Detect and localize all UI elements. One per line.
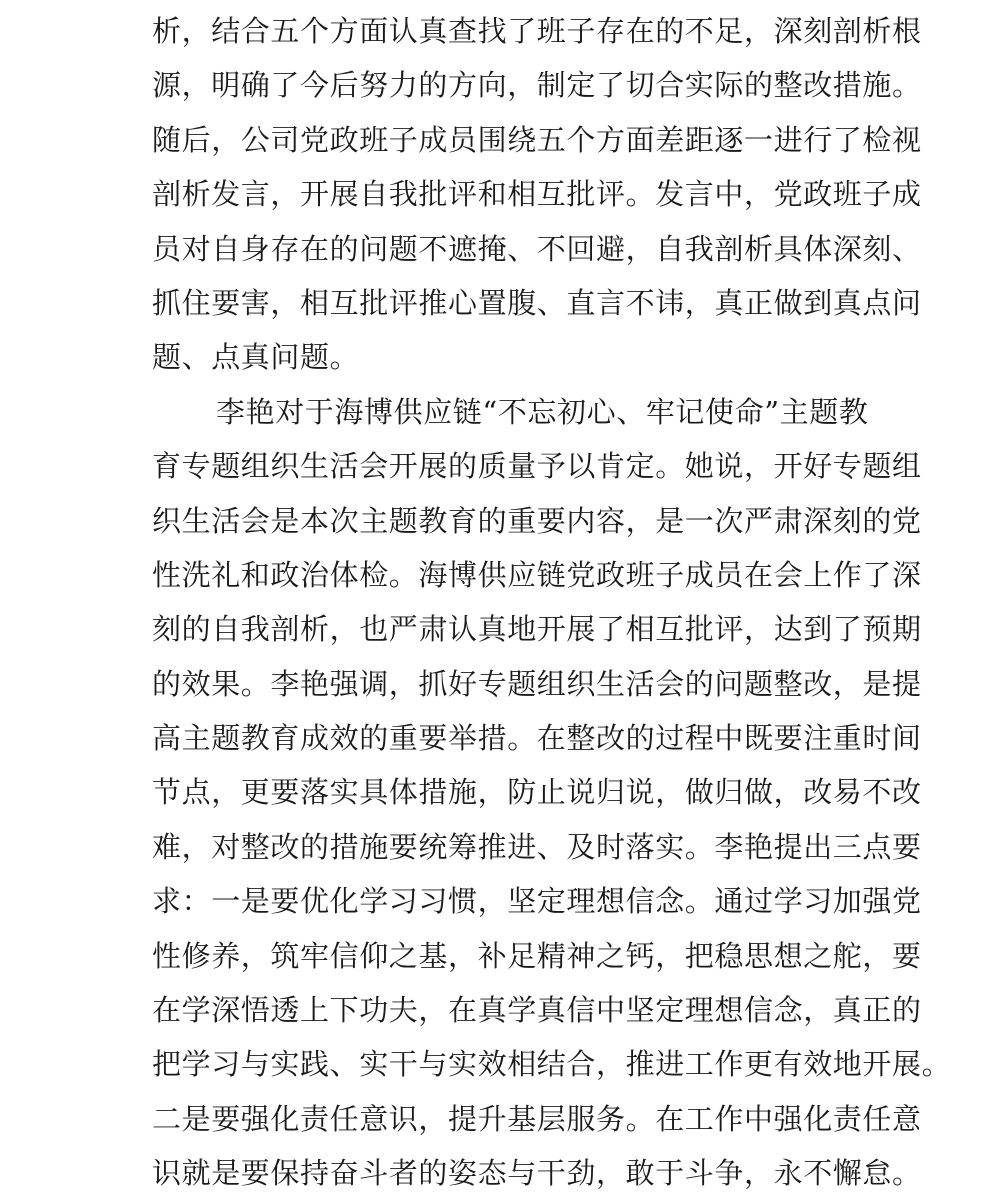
text-line: 节点，更要落实具体措施，防止说归说，做归做，改易不改 [152, 775, 922, 810]
text-line: 育专题组织生活会开展的质量予以肯定。她说，开好专题组 [152, 449, 922, 484]
text-line: 性洗礼和政治体检。海博供应链党政班子成员在会上作了深 [152, 557, 922, 592]
text-line: 刻的自我剖析，也严肃认真地开展了相互批评，达到了预期 [152, 612, 922, 647]
text-line: 题、点真问题。 [152, 340, 360, 375]
text-line: 随后，公司党政班子成员围绕五个方面差距逐一进行了检视 [152, 122, 922, 157]
text-line: 员对自身存在的问题不遮掩、不回避，自我剖析具体深刻、 [152, 231, 922, 266]
paragraph-start-line: 李艳对于海博供应链“不忘初心、牢记使命”主题教 [216, 394, 869, 429]
text-line: 织生活会是本次主题教育的重要内容，是一次严肃深刻的党 [152, 503, 922, 538]
text-line: 求：一是要优化学习习惯，坚定理想信念。通过学习加强党 [152, 884, 922, 919]
text-line: 难，对整改的措施要统筹推进、及时落实。李艳提出三点要 [152, 829, 922, 864]
text-line: 剖析发言，开展自我批评和相互批评。发言中，党政班子成 [152, 177, 922, 212]
text-line: 识就是要保持奋斗者的姿态与干劲，敢于斗争，永不懈怠。 [152, 1156, 922, 1191]
body-text [152, 4, 952, 1201]
text-line: 二是要强化责任意识，提升基层服务。在工作中强化责任意 [152, 1101, 922, 1136]
text-line: 抓住要害，相互批评推心置腹、直言不讳，真正做到真点问 [152, 285, 922, 320]
text-line: 高主题教育成效的重要举措。在整改的过程中既要注重时间 [152, 721, 922, 756]
text-line: 的效果。李艳强调，抓好专题组织生活会的问题整改，是提 [152, 666, 922, 701]
text-line: 源，明确了今后努力的方向，制定了切合实际的整改措施。 [152, 68, 922, 103]
text-line: 把学习与实践、实干与实效相结合，推进工作更有效地开展。 [152, 1047, 952, 1082]
text-line: 析，结合五个方面认真查找了班子存在的不足，深刻剖析根 [152, 14, 922, 48]
text-line: 性修养，筑牢信仰之基，补足精神之钙，把稳思想之舵，要 [152, 938, 922, 973]
text-line: 在学深悟透上下功夫，在真学真信中坚定理想信念，真正的 [152, 993, 922, 1028]
